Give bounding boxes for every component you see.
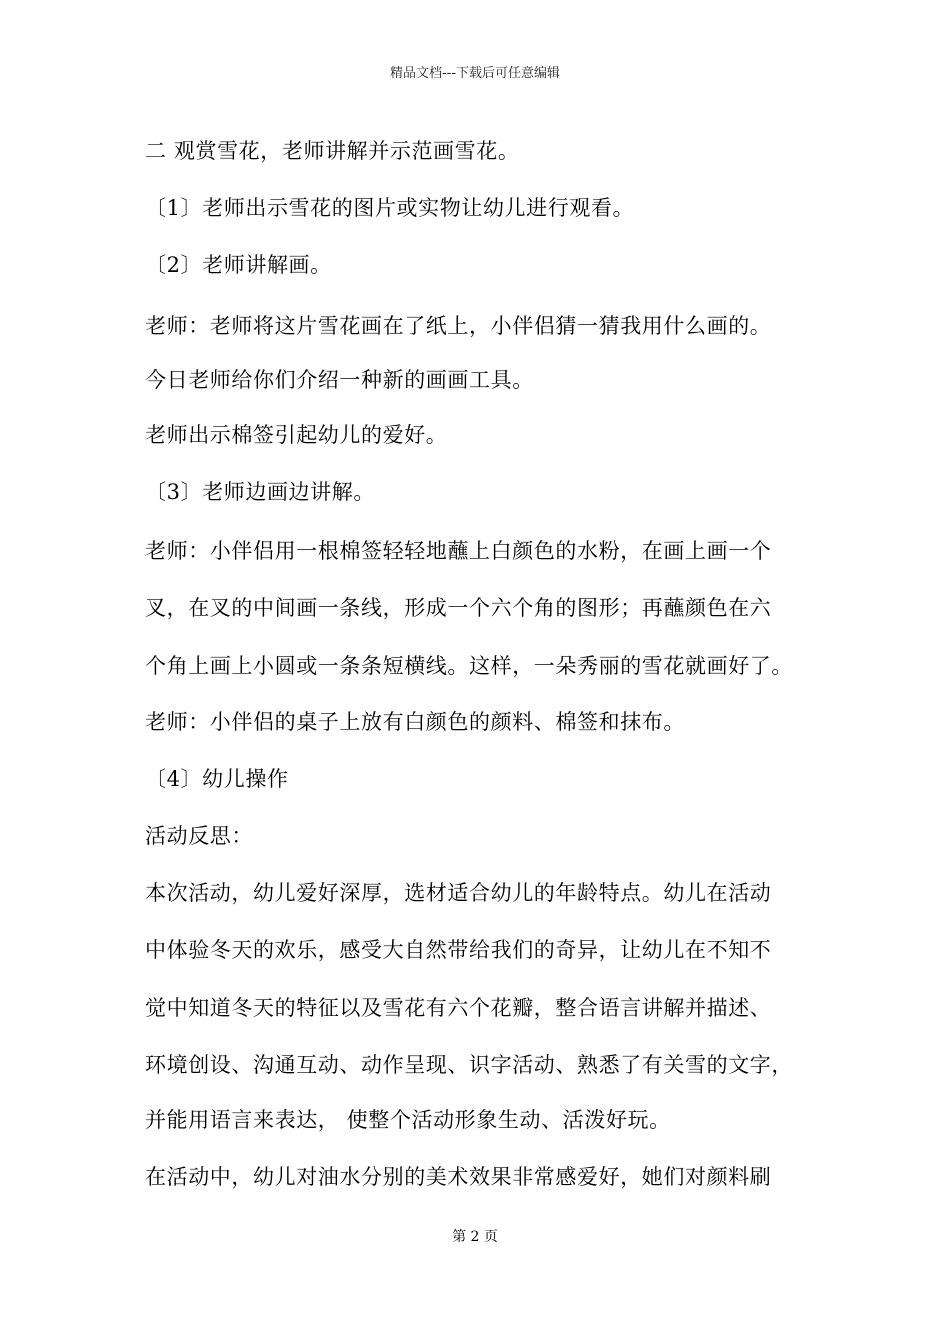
text-line: 在活动中，幼儿对油水分别的美术效果非常感爱好，她们对颜料刷 — [145, 1165, 772, 1189]
text-line: 觉中知道冬天的特征以及雪花有六个花瓣，整合语言讲解并描述、 — [145, 996, 772, 1020]
text-line: 老师出示棉签引起幼儿的爱好。 — [145, 423, 448, 447]
text-line: 〔3〕老师边画边讲解。 — [145, 480, 375, 504]
text-line: 老师：小伴侣用一根棉签轻轻地蘸上白颜色的水粉，在画上画一个 — [145, 539, 772, 563]
text-line: 二 观赏雪花，老师讲解并示范画雪花。 — [145, 139, 520, 163]
text-line: 〔2〕老师讲解画。 — [145, 253, 332, 277]
text-line: 环境创设、沟通互动、动作呈现、识字活动、熟悉了有关雪的文字， — [145, 1053, 793, 1077]
text-line: 个角上画上小圆或一条条短横线。这样，一朵秀丽的雪花就画好了。 — [145, 654, 793, 678]
text-line: 活动反思： — [145, 824, 253, 848]
text-line: 〔4〕幼儿操作 — [145, 767, 289, 791]
text-line: 本次活动，幼儿爱好深厚，选材适合幼儿的年龄特点。幼儿在活动 — [145, 881, 772, 905]
text-line: 中体验冬天的欢乐，感受大自然带给我们的奇异，让幼儿在不知不 — [145, 938, 772, 962]
text-line: 〔1〕老师出示雪花的图片或实物让幼儿进行观看。 — [145, 196, 635, 220]
text-line: 叉，在叉的中间画一条线，形成一个六个角的图形；再蘸颜色在六 — [145, 596, 772, 620]
page-number: 第 2 页 — [452, 1229, 498, 1245]
text-line: 并能用语言来表达， 使整个活动形象生动、活泼好玩。 — [145, 1108, 671, 1132]
text-line: 老师：小伴侣的桌子上放有白颜色的颜料、棉签和抹布。 — [145, 710, 685, 734]
text-line: 老师：老师将这片雪花画在了纸上，小伴侣猜一猜我用什么画的。 — [145, 314, 772, 338]
page-header: 精品文档---下载后可任意编辑 — [389, 66, 561, 81]
text-line: 今日老师给你们介绍一种新的画画工具。 — [145, 368, 534, 392]
